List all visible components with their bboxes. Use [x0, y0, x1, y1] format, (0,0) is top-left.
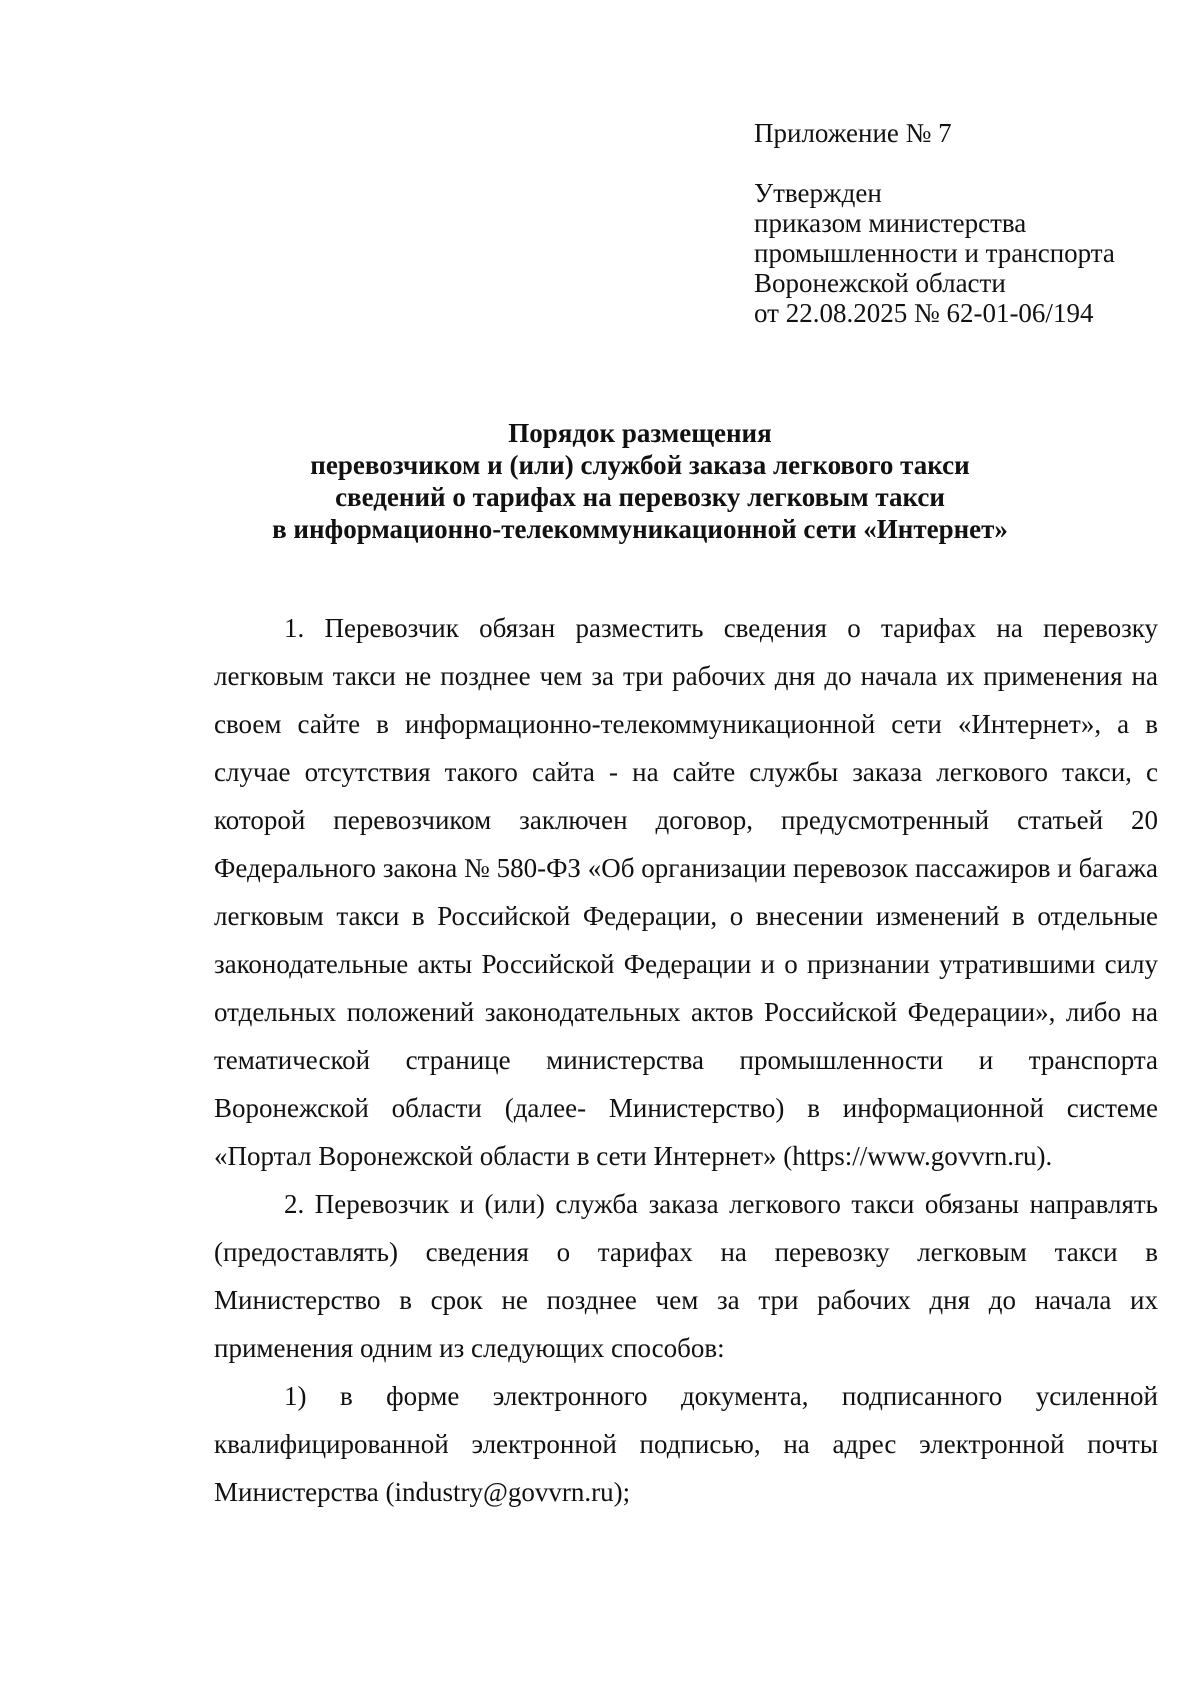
approval-line: Утвержден — [754, 178, 882, 208]
paragraph-2-item-1: 1) в форме электронного документа, подписанного усиленной квалифицированной электронной подписью, на адрес электронной почты Министерства (industry@govvrn.ru); — [214, 1381, 1158, 1507]
approval-line: промышленности и транспорта — [754, 238, 1115, 268]
title-line: в информационно-телекоммуникационной сети «Интернет» — [272, 514, 1008, 544]
title-line: Порядок размещения — [508, 418, 772, 448]
document-body — [214, 604, 1158, 1516]
approval-line: приказом министерства — [754, 208, 1027, 238]
paragraph-2: 2. Перевозчик и (или) служба заказа легкового такси обязаны направлять (предоставлять) сведения о тарифах на перевозку легковым такси в Министерство в срок не позднее чем за три рабочих дня до начала их применения одним из следующих способов: — [214, 1189, 1158, 1363]
title-line: перевозчиком и (или) службой заказа легкового такси — [310, 450, 970, 480]
paragraph-1: 1. Перевозчик обязан разместить сведения о тарифах на перевозку легковым такси не позднее чем за три рабочих дня до начала их применения на своем сайте в информационно-телекоммуникационной сети «Интернет», а в случае отсутствия такого сайта - на сайте службы заказа легкового такси, с которой перевозчиком заключен договор, предусмотренный статьей 20 Федерального закона № 580-ФЗ «Об организации перевозок пассажиров и багажа легковым такси в Российской Федерации, о внесении изменений в отдельные законодательные акты Российской Федерации и о признании утратившими силу отдельных положений законодательных актов Российской Федерации», либо на тематической странице министерства промышленности и транспорта Воронежской области (далее- Министерство) в информационной системе «Портал Воронежской области в сети Интернет» (https://www.govvrn.ru). — [214, 613, 1158, 1171]
appendix-number: Приложение № 7 — [754, 118, 952, 148]
document-title — [180, 417, 1100, 545]
approval-order-date-number: от 22.08.2025 № 62-01-06/194 — [754, 298, 1094, 328]
approval-block — [754, 118, 1174, 328]
approval-line: Воронежской области — [754, 268, 1006, 298]
title-line: сведений о тарифах на перевозку легковым такси — [335, 482, 945, 512]
